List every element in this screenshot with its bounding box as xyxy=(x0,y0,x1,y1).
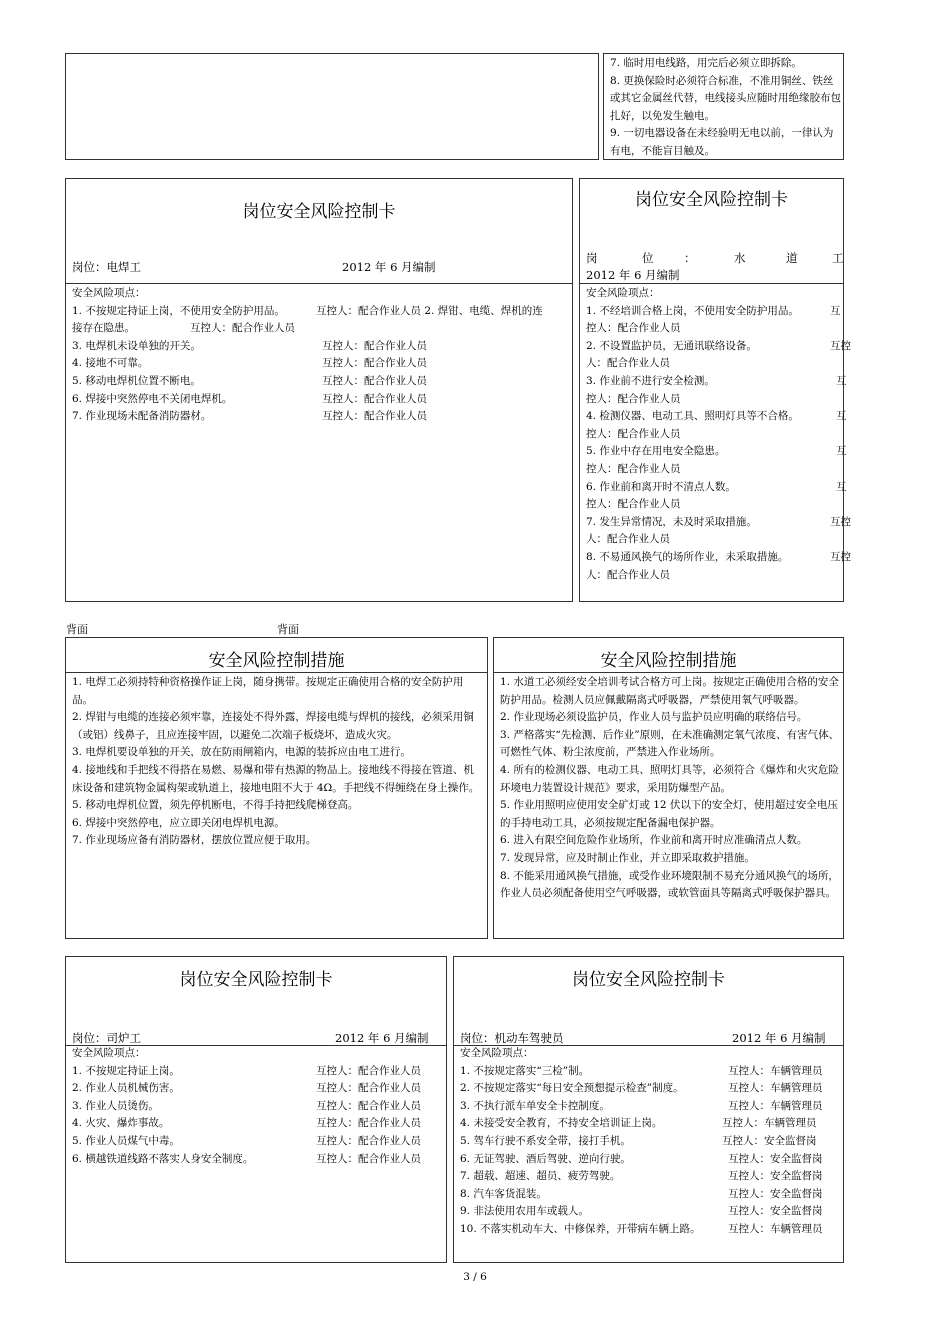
list-item xyxy=(586,338,851,356)
item-text: 4. 接地不可靠。 xyxy=(72,357,149,370)
item-text: 6. 焊接中突然停电不关闭电焊机。 xyxy=(72,392,233,405)
date-label: 2012 年 6 月编制 xyxy=(335,1031,429,1045)
item-text: 8. 不易通风换气的场所作业，未采取措施。 xyxy=(586,550,789,563)
list-item xyxy=(586,303,842,321)
post-char: 位 xyxy=(642,251,654,265)
item-text: 1. 不按规定持证上岗，不使用安全防护用品。 xyxy=(72,304,285,317)
item-controller: 互控人：配合作业人员 xyxy=(316,1064,421,1077)
item-text: 4. 未接受安全教育，不持安全培训证上岗。 xyxy=(460,1117,663,1130)
list-item xyxy=(72,338,568,356)
date-label: 2012 年 6 月编制 xyxy=(586,268,680,282)
list-item: 6. 焊接中突然停电，应立即关闭电焊机电源。 xyxy=(72,816,285,829)
list-item xyxy=(72,1098,444,1116)
list-item: 5. 移动电焊机位置，须先停机断电，不得手持把线爬梯登高。 xyxy=(72,799,359,812)
item-text: 5. 作业中存在用电安全隐患。 xyxy=(586,445,726,458)
item-controller: 互控人：配合作业人员 xyxy=(322,357,427,370)
list-item xyxy=(586,479,847,497)
post-char: 水 xyxy=(734,251,746,265)
card-title: 岗位安全风险控制卡 xyxy=(635,190,788,210)
item-controller: 互控人：安全监督岗 xyxy=(728,1152,823,1165)
item-text: 2. 作业人员机械伤害。 xyxy=(72,1082,180,1095)
item-text: 接存在隐患。 xyxy=(72,322,135,335)
item-text: 1. 不按规定持证上岗。 xyxy=(72,1064,180,1077)
measures-sewer xyxy=(493,637,844,939)
list-item xyxy=(460,1133,840,1151)
card-boiler xyxy=(65,956,447,1263)
list-item xyxy=(460,1080,840,1098)
list-item xyxy=(72,1063,444,1081)
list-item xyxy=(586,443,847,461)
item-text: 6. 横越铁道线路不落实人身安全制度。 xyxy=(72,1152,254,1165)
item-controller: 互控人：配合作业人员 xyxy=(322,410,427,423)
post-label: 岗位：机动车驾驶员 xyxy=(460,1031,564,1045)
item-controller: 互控人：车辆管理员 xyxy=(728,1222,823,1235)
list-item-cont: 人：配合作业人员 xyxy=(586,533,670,546)
section-heading: 安全风险项点： xyxy=(586,287,660,299)
card-sewer xyxy=(579,178,851,602)
item-controller: 互控人：配合作业人员 xyxy=(322,392,427,405)
item-controller: 互控 xyxy=(830,550,851,563)
item-text: 6. 作业前和离开时不清点人数。 xyxy=(586,480,736,493)
list-item xyxy=(460,1168,840,1186)
item-text: 1. 不经培训合格上岗，不使用安全防护用品。 xyxy=(586,304,799,317)
divider xyxy=(580,283,843,284)
item-controller: 互控人：配合作业人员 xyxy=(322,339,427,352)
list-item: 5. 作业用照明应使用安全矿灯或 12 伏以下的安全灯，使用超过安全电压的手持电动工具，必须按规定配备漏电保护器。 xyxy=(500,799,838,829)
list-item: 7. 发现异常，应及时制止作业，并立即采取救护措施。 xyxy=(500,851,755,864)
list-item xyxy=(72,1080,444,1098)
post-label xyxy=(586,250,844,266)
date-label: 2012 年 6 月编制 xyxy=(342,260,436,274)
list-item xyxy=(72,373,568,391)
list-item-cont: 人：配合作业人员 xyxy=(586,357,670,370)
item-controller: 互 xyxy=(836,445,847,458)
list-item xyxy=(460,1115,840,1133)
list-item xyxy=(72,1133,444,1151)
list-item xyxy=(72,391,568,409)
list-item: 2. 焊钳与电缆的连接必须牢靠，连接处不得外露，焊接电缆与焊机的接线，必须采用铜（或铝）线鼻子，且应连接牢固，以避免二次端子板烧坏，造成火灾。 xyxy=(72,711,474,741)
list-item-cont: 控人：配合作业人员 xyxy=(586,462,681,475)
item-text: 5. 移动电焊机位置不断电。 xyxy=(72,374,201,387)
item-controller: 互控人：车辆管理员 xyxy=(728,1099,823,1112)
item-controller: 互控人：车辆管理员 xyxy=(728,1082,823,1095)
item-controller: 互控人：配合作业人员 xyxy=(316,1117,421,1130)
list-item xyxy=(72,355,568,373)
list-item xyxy=(72,320,568,338)
top-right-box xyxy=(603,53,844,160)
item-text: 5. 驾车行驶不系安全带，接打手机。 xyxy=(460,1134,631,1147)
list-item-cont: 控人：配合作业人员 xyxy=(586,392,681,405)
list-item xyxy=(460,1186,840,1204)
post-label: 岗位：司炉工 xyxy=(72,1031,141,1045)
list-item xyxy=(460,1098,840,1116)
item-controller: 互 xyxy=(836,480,847,493)
item-controller: 互控 xyxy=(830,339,851,352)
list-item: 7. 临时用电线路，用完后必须立即拆除。 xyxy=(610,57,802,69)
item-controller: 互控人：配合作业人员 xyxy=(190,322,295,335)
divider xyxy=(494,672,843,673)
post-label: 岗位：电焊工 xyxy=(72,260,141,274)
list-item xyxy=(586,408,847,426)
list-item: 4. 接地线和手把线不得搭在易燃、易爆和带有热源的物品上。接地线不得接在管道、机床设备和建筑物金属构架或轨道上，接地电阻不大于 4Ω。手把线不得缠绕在身上操作。 xyxy=(72,763,480,794)
item-text: 9. 非法使用农用车或载人。 xyxy=(460,1205,589,1218)
item-controller: 互控人：安全监督岗 xyxy=(728,1187,823,1200)
back-label-right: 背面 xyxy=(277,623,299,636)
list-item: 3. 严格落实“先检测、后作业”原则，在未准确测定氧气浓度、有害气体、可燃性气体、粉尘浓度前，严禁进入作业场所。 xyxy=(500,728,840,759)
list-item xyxy=(460,1203,840,1221)
item-controller: 互 xyxy=(830,304,841,317)
list-item xyxy=(460,1151,840,1169)
item-text: 7. 发生异常情况，未及时采取措施。 xyxy=(586,515,757,528)
list-item: 1. 水道工必须经安全培训考试合格方可上岗。按规定正确使用合格的安全防护用品。检测人员应佩戴隔离式呼吸器，严禁使用氧气呼吸器。 xyxy=(500,676,839,706)
item-controller: 互控人：配合作业人员 xyxy=(316,1082,421,1095)
list-item xyxy=(586,514,851,532)
list-item: 8. 不能采用通风换气措施，或受作业环境限制不易充分通风换气的场所，作业人员必须配备使用空气呼吸器，或软管面具等隔离式呼吸保护器具。 xyxy=(500,869,839,900)
item-text: 6. 无证驾驶、酒后驾驶、逆向行驶。 xyxy=(460,1152,631,1165)
item-controller: 互控人：配合作业人员 xyxy=(316,1134,421,1147)
list-item: 8. 更换保险时必须符合标准，不准用铜丝、铁丝或其它金属丝代替，电线接头应随时用绝缘胶布包扎好，以免发生触电。 xyxy=(610,74,841,122)
list-item-cont: 控人：配合作业人员 xyxy=(586,427,681,440)
item-text: 3. 作业人员烫伤。 xyxy=(72,1099,159,1112)
back-label-left: 背面 xyxy=(66,623,88,636)
item-controller: 互 xyxy=(836,410,847,423)
divider xyxy=(66,672,487,673)
card-title: 岗位安全风险控制卡 xyxy=(242,202,396,222)
item-text: 3. 作业前不进行安全检测。 xyxy=(586,374,715,387)
section-heading: 安全风险项点： xyxy=(460,1047,534,1059)
item-text: 1. 不按规定落实“三检”制。 xyxy=(460,1064,590,1077)
section-heading: 安全风险项点： xyxy=(72,287,146,299)
list-item xyxy=(460,1221,840,1239)
measures-title: 安全风险控制措施 xyxy=(208,651,345,671)
section-heading: 安全风险项点： xyxy=(72,1047,146,1059)
card-title: 岗位安全风险控制卡 xyxy=(572,970,725,990)
item-text: 2. 不设置监护员，无通讯联络设备。 xyxy=(586,339,757,352)
card-welder xyxy=(65,178,573,602)
item-text: 5. 作业人员煤气中毒。 xyxy=(72,1134,180,1147)
item-text: 2. 不按规定落实“每日安全预想提示检查”制度。 xyxy=(460,1082,684,1095)
list-item: 6. 进入有限空间危险作业场所，作业前和离开时应准确清点人数。 xyxy=(500,834,808,847)
list-item xyxy=(72,303,568,321)
item-controller: 互控人：车辆管理员 xyxy=(728,1064,823,1077)
item-text: 7. 作业现场未配备消防器材。 xyxy=(72,410,212,423)
item-text: 10. 不落实机动车大、中修保养，开带病车辆上路。 xyxy=(460,1222,701,1235)
item-controller: 互控人：车辆管理员 xyxy=(722,1117,817,1130)
list-item: 3. 电焊机要设单独的开关，放在防雨闸箱内，电源的装拆应由电工进行。 xyxy=(72,746,411,759)
list-item xyxy=(586,549,851,567)
page-number: 3 / 6 xyxy=(463,1271,487,1283)
item-text: 8. 汽车客货混装。 xyxy=(460,1187,547,1200)
post-char: ： xyxy=(684,251,696,265)
item-controller: 互控人：安全监督岗 xyxy=(722,1134,817,1147)
item-text: 4. 火灾、爆炸事故。 xyxy=(72,1117,170,1130)
item-controller: 互 xyxy=(836,374,847,387)
item-controller: 互控 xyxy=(830,515,851,528)
list-item-cont: 人：配合作业人员 xyxy=(586,568,670,581)
list-item xyxy=(72,1115,444,1133)
top-left-empty-box xyxy=(65,53,599,160)
post-char: 工 xyxy=(832,251,844,265)
item-controller: 互控人：配合作业人员 xyxy=(316,1099,421,1112)
post-char: 道 xyxy=(786,251,798,265)
list-item: 9. 一切电器设备在未经验明无电以前，一律认为有电，不能盲目触及。 xyxy=(610,127,834,157)
date-label: 2012 年 6 月编制 xyxy=(732,1031,826,1045)
list-item xyxy=(72,1151,444,1169)
list-item: 2. 作业现场必须设监护员，作业人员与监护员应明确的联络信号。 xyxy=(500,711,808,724)
item-controller: 互控人：安全监督岗 xyxy=(728,1170,823,1183)
list-item-cont: 控人：配合作业人员 xyxy=(586,322,681,335)
card-driver xyxy=(453,956,844,1263)
list-item: 1. 电焊工必须持特种资格操作证上岗，随身携带。按规定正确使用合格的安全防护用品。 xyxy=(72,676,464,706)
list-item: 4. 所有的检测仪器、电动工具、照明灯具等，必须符合《爆炸和火灾危险环境电力装置设计规范》要求，采用防爆型产品。 xyxy=(500,763,839,794)
item-text: 4. 检测仪器、电动工具、照明灯具等不合格。 xyxy=(586,410,799,423)
item-controller: 互控人：安全监督岗 xyxy=(728,1205,823,1218)
item-controller: 互控人：配合作业人员 xyxy=(322,374,427,387)
item-controller: 互控人：配合作业人员 xyxy=(316,1152,421,1165)
list-item: 7. 作业现场应备有消防器材，摆放位置应便于取用。 xyxy=(72,834,317,847)
post-char: 岗 xyxy=(586,251,598,265)
list-item xyxy=(586,373,847,391)
item-controller: 互控人：配合作业人员 2. 焊钳、电缆、焊机的连 xyxy=(316,304,543,317)
divider xyxy=(66,283,572,284)
item-text: 3. 不执行派车单安全卡控制度。 xyxy=(460,1099,610,1112)
item-text: 7. 超载、超速、超员、疲劳驾驶。 xyxy=(460,1170,621,1183)
measures-title: 安全风险控制措施 xyxy=(600,651,737,671)
list-item-cont: 控人：配合作业人员 xyxy=(586,498,681,511)
list-item xyxy=(72,408,568,426)
item-text: 3. 电焊机未设单独的开关。 xyxy=(72,339,201,352)
measures-welder xyxy=(65,637,488,939)
list-item xyxy=(460,1063,840,1081)
card-title: 岗位安全风险控制卡 xyxy=(179,970,333,990)
